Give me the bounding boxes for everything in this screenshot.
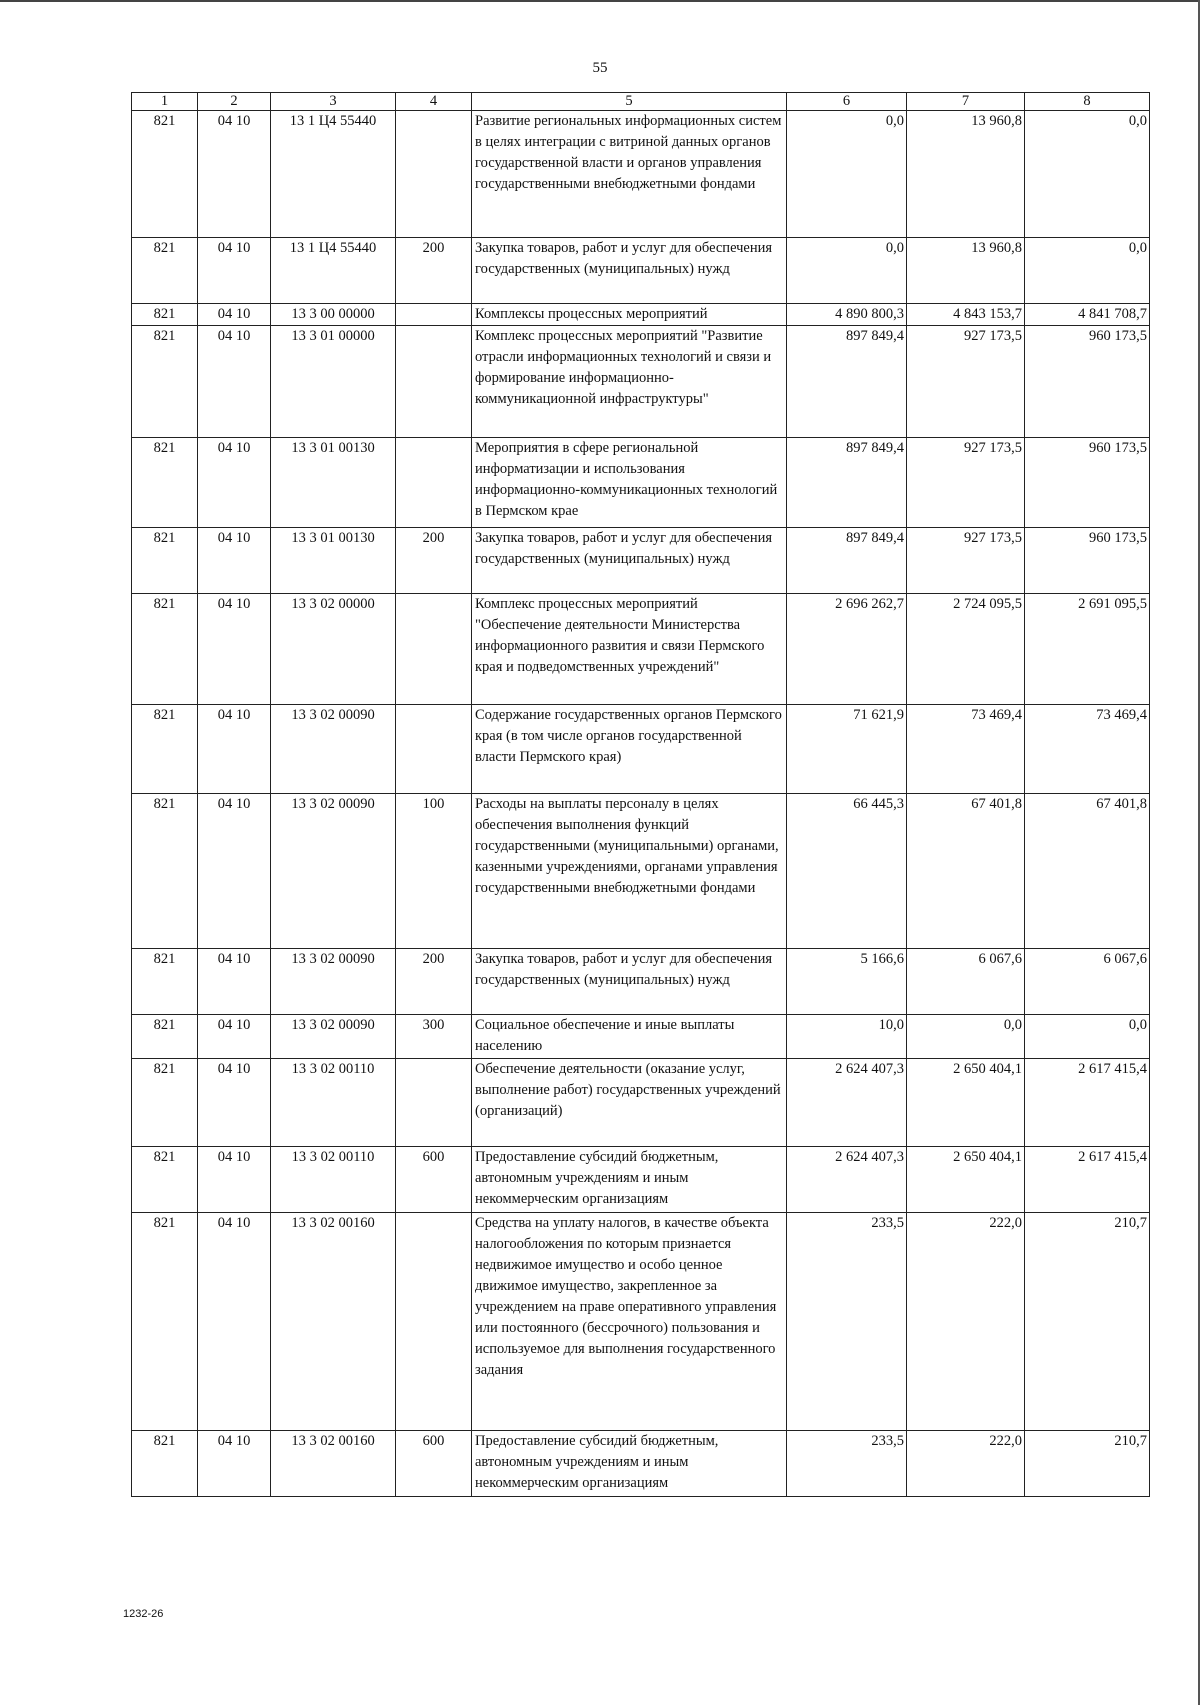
expense-type-cell: 600 [396,1147,472,1213]
amount-col8-cell: 960 173,5 [1025,528,1150,594]
amount-col6-cell: 10,0 [787,1015,907,1059]
description-cell: Предоставление субсидий бюджетным, автономным учреждениям и иным некоммерческим организациям [472,1431,787,1497]
amount-col8-cell: 210,7 [1025,1431,1150,1497]
table-row [132,1147,1150,1213]
amount-col6-cell: 4 890 800,3 [787,304,907,326]
expense-type-cell [396,1059,472,1147]
column-header: 2 [198,93,271,111]
ministry-code-cell: 821 [132,949,198,1015]
target-article-cell: 13 3 02 00090 [271,1015,396,1059]
table-row [132,438,1150,528]
description-cell: Развитие региональных информационных систем в целях интеграции с витриной данных органов государственной власти и органов управления государственными внебюджетными фондами [472,111,787,238]
description-cell: Социальное обеспечение и иные выплаты населению [472,1015,787,1059]
expense-type-cell: 600 [396,1431,472,1497]
ministry-code-cell: 821 [132,528,198,594]
expense-type-cell: 200 [396,949,472,1015]
expense-type-cell [396,326,472,438]
amount-col6-cell: 233,5 [787,1431,907,1497]
table-row [132,1059,1150,1147]
section-code-cell: 04 10 [198,594,271,705]
expense-type-cell [396,1213,472,1431]
section-code-cell: 04 10 [198,705,271,794]
amount-col6-cell: 897 849,4 [787,528,907,594]
description-cell: Комплекс процессных мероприятий "Развитие отрасли информационных технологий и связи и формирование информационно-коммуникационной инфраструктуры" [472,326,787,438]
description-cell: Комплекс процессных мероприятий "Обеспечение деятельности Министерства информационного развития и связи Пермского края и подведомственных учреждений" [472,594,787,705]
budget-table [131,92,1150,1497]
amount-col8-cell: 960 173,5 [1025,438,1150,528]
target-article-cell: 13 3 02 00090 [271,949,396,1015]
amount-col7-cell: 6 067,6 [907,949,1025,1015]
amount-col7-cell: 13 960,8 [907,111,1025,238]
amount-col8-cell: 0,0 [1025,238,1150,304]
amount-col7-cell: 4 843 153,7 [907,304,1025,326]
amount-col6-cell: 71 621,9 [787,705,907,794]
table-row [132,528,1150,594]
target-article-cell: 13 3 00 00000 [271,304,396,326]
amount-col7-cell: 0,0 [907,1015,1025,1059]
table-row [132,794,1150,949]
description-cell: Средства на уплату налогов, в качестве объекта налогообложения по которым признается недвижимое имущество и особо ценное движимое имущество, закрепленное за учреждением на праве оперативного управления или постоянного (бессрочного) пользования и используемое для выполнения государственного задания [472,1213,787,1431]
amount-col7-cell: 222,0 [907,1213,1025,1431]
section-code-cell: 04 10 [198,304,271,326]
table-row [132,1431,1150,1497]
amount-col7-cell: 222,0 [907,1431,1025,1497]
amount-col7-cell: 927 173,5 [907,326,1025,438]
expense-type-cell [396,705,472,794]
amount-col6-cell: 0,0 [787,111,907,238]
description-cell: Комплексы процессных мероприятий [472,304,787,326]
amount-col8-cell: 67 401,8 [1025,794,1150,949]
amount-col6-cell: 0,0 [787,238,907,304]
amount-col7-cell: 2 650 404,1 [907,1147,1025,1213]
target-article-cell: 13 3 01 00130 [271,438,396,528]
table-row [132,326,1150,438]
column-header: 4 [396,93,472,111]
section-code-cell: 04 10 [198,238,271,304]
amount-col6-cell: 2 696 262,7 [787,594,907,705]
amount-col8-cell: 6 067,6 [1025,949,1150,1015]
amount-col6-cell: 5 166,6 [787,949,907,1015]
amount-col7-cell: 927 173,5 [907,528,1025,594]
ministry-code-cell: 821 [132,1431,198,1497]
column-header: 8 [1025,93,1150,111]
description-cell: Закупка товаров, работ и услуг для обеспечения государственных (муниципальных) нужд [472,238,787,304]
expense-type-cell [396,438,472,528]
amount-col7-cell: 67 401,8 [907,794,1025,949]
column-header: 1 [132,93,198,111]
section-code-cell: 04 10 [198,1015,271,1059]
section-code-cell: 04 10 [198,1431,271,1497]
section-code-cell: 04 10 [198,438,271,528]
expense-type-cell: 200 [396,528,472,594]
ministry-code-cell: 821 [132,794,198,949]
amount-col7-cell: 2 650 404,1 [907,1059,1025,1147]
target-article-cell: 13 1 Ц4 55440 [271,238,396,304]
amount-col8-cell: 960 173,5 [1025,326,1150,438]
target-article-cell: 13 3 02 00000 [271,594,396,705]
expense-type-cell: 100 [396,794,472,949]
ministry-code-cell: 821 [132,1015,198,1059]
ministry-code-cell: 821 [132,304,198,326]
target-article-cell: 13 3 01 00130 [271,528,396,594]
ministry-code-cell: 821 [132,705,198,794]
amount-col8-cell: 0,0 [1025,1015,1150,1059]
amount-col8-cell: 210,7 [1025,1213,1150,1431]
section-code-cell: 04 10 [198,1059,271,1147]
amount-col8-cell: 0,0 [1025,111,1150,238]
description-cell: Мероприятия в сфере региональной информатизации и использования информационно-коммуникационных технологий в Пермском крае [472,438,787,528]
section-code-cell: 04 10 [198,111,271,238]
table-row [132,1213,1150,1431]
table-row [132,304,1150,326]
amount-col8-cell: 4 841 708,7 [1025,304,1150,326]
table-row [132,238,1150,304]
amount-col8-cell: 2 691 095,5 [1025,594,1150,705]
description-cell: Закупка товаров, работ и услуг для обеспечения государственных (муниципальных) нужд [472,528,787,594]
amount-col6-cell: 2 624 407,3 [787,1147,907,1213]
amount-col8-cell: 2 617 415,4 [1025,1059,1150,1147]
amount-col7-cell: 927 173,5 [907,438,1025,528]
description-cell: Содержание государственных органов Пермского края (в том числе органов государственной власти Пермского края) [472,705,787,794]
expense-type-cell: 200 [396,238,472,304]
table-row [132,949,1150,1015]
ministry-code-cell: 821 [132,326,198,438]
ministry-code-cell: 821 [132,1059,198,1147]
target-article-cell: 13 1 Ц4 55440 [271,111,396,238]
ministry-code-cell: 821 [132,1147,198,1213]
description-cell: Закупка товаров, работ и услуг для обеспечения государственных (муниципальных) нужд [472,949,787,1015]
amount-col8-cell: 73 469,4 [1025,705,1150,794]
amount-col6-cell: 2 624 407,3 [787,1059,907,1147]
table-row [132,705,1150,794]
amount-col8-cell: 2 617 415,4 [1025,1147,1150,1213]
section-code-cell: 04 10 [198,1213,271,1431]
amount-col6-cell: 233,5 [787,1213,907,1431]
description-cell: Расходы на выплаты персоналу в целях обеспечения выполнения функций государственными (муниципальными) органами, казенными учреждениями, органами управления государственными внебюджетными фондами [472,794,787,949]
expense-type-cell: 300 [396,1015,472,1059]
expense-type-cell [396,594,472,705]
table-row [132,111,1150,238]
footer-code: 1232-26 [123,1608,164,1620]
amount-col6-cell: 66 445,3 [787,794,907,949]
expense-type-cell [396,304,472,326]
target-article-cell: 13 3 02 00110 [271,1147,396,1213]
section-code-cell: 04 10 [198,528,271,594]
section-code-cell: 04 10 [198,794,271,949]
ministry-code-cell: 821 [132,111,198,238]
amount-col7-cell: 13 960,8 [907,238,1025,304]
amount-col7-cell: 73 469,4 [907,705,1025,794]
ministry-code-cell: 821 [132,438,198,528]
ministry-code-cell: 821 [132,594,198,705]
table-row [132,594,1150,705]
expense-type-cell [396,111,472,238]
target-article-cell: 13 3 02 00160 [271,1431,396,1497]
target-article-cell: 13 3 02 00090 [271,705,396,794]
amount-col7-cell: 2 724 095,5 [907,594,1025,705]
description-cell: Предоставление субсидий бюджетным, автономным учреждениям и иным некоммерческим организациям [472,1147,787,1213]
amount-col6-cell: 897 849,4 [787,438,907,528]
description-cell: Обеспечение деятельности (оказание услуг, выполнение работ) государственных учреждений (организаций) [472,1059,787,1147]
target-article-cell: 13 3 02 00160 [271,1213,396,1431]
section-code-cell: 04 10 [198,1147,271,1213]
column-header: 5 [472,93,787,111]
section-code-cell: 04 10 [198,326,271,438]
target-article-cell: 13 3 01 00000 [271,326,396,438]
header-row [132,93,1150,111]
column-header: 7 [907,93,1025,111]
scan-edge-top [0,0,1200,2]
column-header: 3 [271,93,396,111]
target-article-cell: 13 3 02 00110 [271,1059,396,1147]
amount-col6-cell: 897 849,4 [787,326,907,438]
target-article-cell: 13 3 02 00090 [271,794,396,949]
section-code-cell: 04 10 [198,949,271,1015]
page-number: 55 [592,60,608,76]
ministry-code-cell: 821 [132,1213,198,1431]
column-header: 6 [787,93,907,111]
ministry-code-cell: 821 [132,238,198,304]
table-row [132,1015,1150,1059]
